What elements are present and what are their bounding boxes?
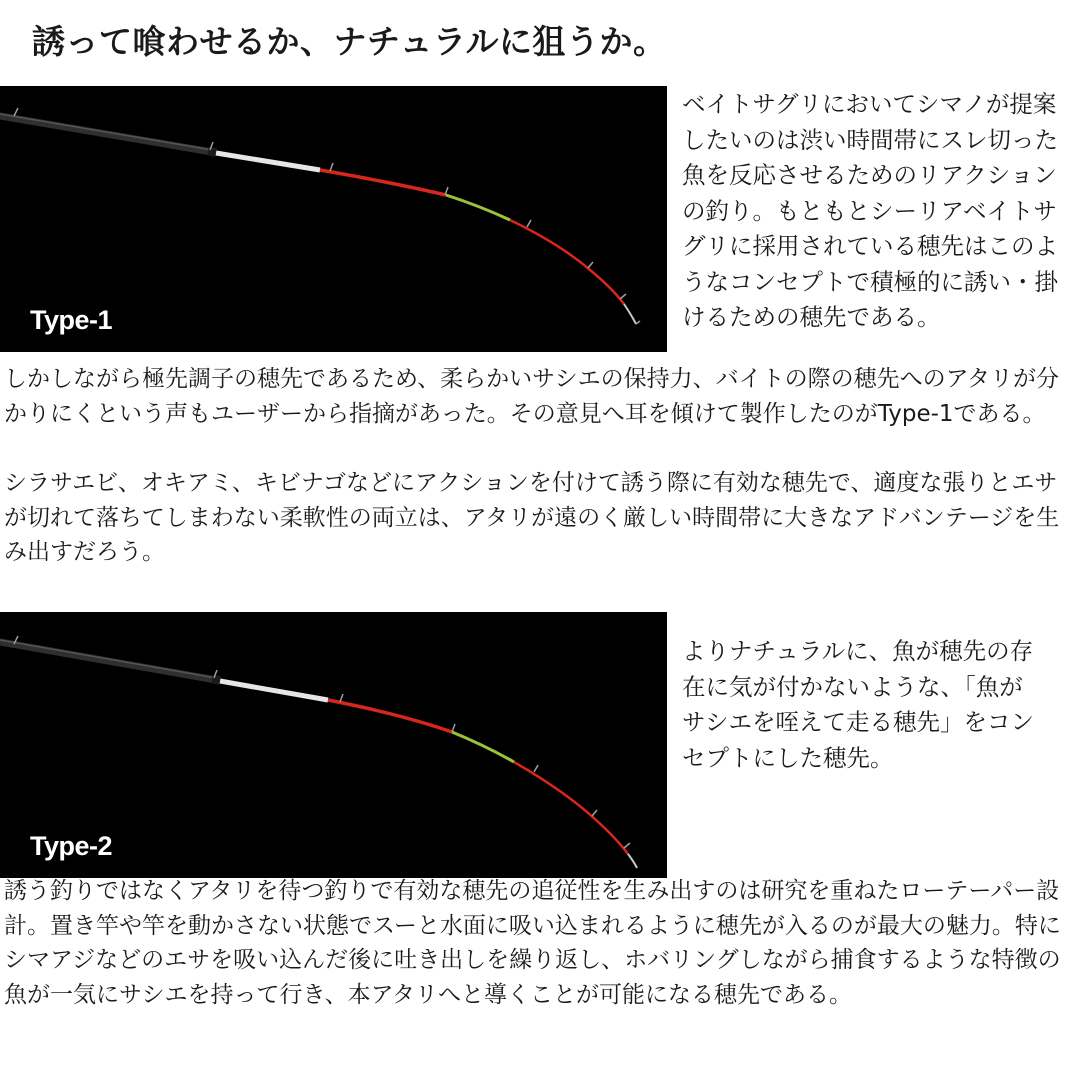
rod-tip-image-type-1 xyxy=(0,86,667,352)
type-1-body-paragraph-2: シラサエビ、オキアミ、キビナゴなどにアクションを付けて誘う際に有効な穂先で、適度な張りとエサが切れて落ちてしまわない柔軟性の両立は、アタリが遠のく厳しい時間帯に大きなアドバンテージを生み出すだろう。 xyxy=(4,470,1060,565)
type-2-label: Type-2 xyxy=(30,831,113,861)
type-1-description: ベイトサグリにおいてシマノが提案したいのは渋い時間帯にスレ切った魚を反応させるためのリアクションの釣り。もともとシーリアベイトサグリに採用されている穂先はこのようなコンセプトで積極的に誘い・掛けるための穂先である。 xyxy=(682,90,1058,331)
page-title: 誘って喰わせるか、ナチュラルに狙うか。 xyxy=(32,22,667,61)
type-1-label: Type-1 xyxy=(30,305,113,335)
type-1-body-paragraph-1: しかしながら極先調子の穂先であるため、柔らかいサシエの保持力、バイトの際の穂先へのアタリが分かりにくという声もユーザーから指摘があった。その意見へ耳を傾けて製作したのがType-1である。 xyxy=(4,366,1060,427)
type-2-body-paragraph: 誘う釣りではなくアタリを待つ釣りで有効な穂先の追従性を生み出すのは研究を重ねたローテーパー設計。置き竿や竿を動かさない状態でスーと水面に吸い込まれるように穂先が入るのが最大の魅力。特にシマアジなどのエサを吸い込んだ後に吐き出しを繰り返し、ホバリングしながら捕食するような特徴の魚が一気にサシエを持って行き、本アタリへと導くことが可能になる穂先である。 xyxy=(4,878,1061,1008)
type-2-description: よりナチュラルに、魚が穂先の存在に気が付かないような、「魚がサシエを咥えて走る穂先」をコンセプトにした穂先。 xyxy=(682,637,1035,772)
rod-tip-image-type-2 xyxy=(0,612,667,878)
